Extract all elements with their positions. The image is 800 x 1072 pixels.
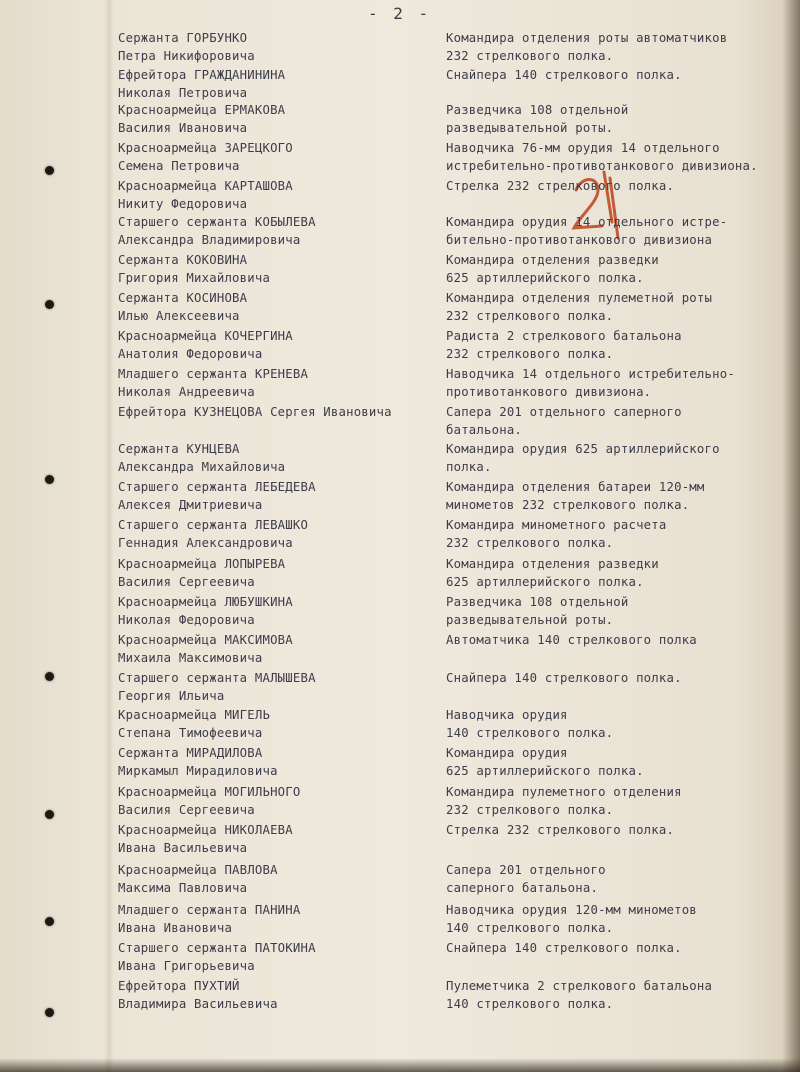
awardee-name-line: Красноармейца МОГИЛЬНОГО <box>118 785 301 799</box>
awardee-position-line: Снайпера 140 стрелкового полка. <box>446 68 682 82</box>
awardee-name-line: Старшего сержанта ЛЕВАШКО <box>118 518 309 532</box>
awardee-name <box>118 441 285 476</box>
awardee-position-line: 140 стрелкового полка. <box>446 996 614 1011</box>
awardee-position <box>446 707 613 742</box>
awardee-position-line: Разведчика 108 отдельной <box>446 103 629 117</box>
punch-hole <box>45 1008 54 1017</box>
awardee-name-line: Старшего сержанта ЛЕБЕДЕВА <box>118 480 316 494</box>
awardee-position-line: 140 стрелкового полка. <box>446 725 614 740</box>
awardee-name <box>118 556 285 591</box>
awardee-position-line: Пулеметчика 2 стрелкового батальона <box>446 979 713 993</box>
awardee-name-line: Ефрейтора КУЗНЕЦОВА Сергея Ивановича <box>118 405 392 419</box>
awardee-name-line: Александра Владимировича <box>118 232 301 247</box>
awardee-name-line: Красноармейца ЛЮБУШКИНА <box>118 595 293 609</box>
awardee-position-line: 625 артиллерийского полка. <box>446 270 644 285</box>
awardee-position <box>446 328 682 363</box>
awardee-name <box>118 67 285 102</box>
awardee-name-line: Красноармейца КОЧЕРГИНА <box>118 329 293 343</box>
awardee-position <box>446 556 659 591</box>
page-edge-shadow <box>782 0 800 1072</box>
awardee-position-line: 232 стрелкового полка. <box>446 346 614 361</box>
awardee-position-line: полка. <box>446 459 492 474</box>
awardee-position-line: Снайпера 140 стрелкового полка. <box>446 671 682 685</box>
awardee-name <box>118 745 278 780</box>
awardee-position-line: Командира отделения пулеметной роты <box>446 291 713 305</box>
awardee-position-line: Командира орудия 14 отдельного истре- <box>446 215 728 229</box>
punch-hole <box>45 166 54 175</box>
awardee-position-line: 232 стрелкового полка. <box>446 802 614 817</box>
punch-hole <box>45 917 54 926</box>
awardee-position <box>446 632 697 650</box>
awardee-name-line: Николая Федоровича <box>118 612 255 627</box>
awardee-name-line: Ефрейтора ГРАЖДАНИНИНА <box>118 68 286 82</box>
awardee-name-line: Василия Сергеевича <box>118 574 255 589</box>
page-fold <box>104 0 114 1072</box>
awardee-position <box>446 441 720 476</box>
awardee-position-line: Стрелка 232 стрелкового полка. <box>446 823 675 837</box>
awardee-name-line: Сержанта КУНЦЕВА <box>118 442 240 456</box>
awardee-name <box>118 784 300 819</box>
awardee-name <box>118 632 293 667</box>
awardee-position-line: батальона. <box>446 422 523 437</box>
awardee-name-line: Алексея Дмитриевича <box>118 497 263 512</box>
awardee-name-line: Младшего сержанта КРЕНЕВА <box>118 367 309 381</box>
awardee-position-line: 625 артиллерийского полка. <box>446 763 644 778</box>
awardee-name-line: Сержанта МИРАДИЛОВА <box>118 746 263 760</box>
awardee-position-line: Командира отделения разведки <box>446 557 659 571</box>
awardee-name-line: Сержанта ГОРБУНКО <box>118 31 248 45</box>
awardee-position-line: Сапера 201 отдельного <box>446 863 606 877</box>
punch-hole <box>45 300 54 309</box>
awardee-position-line: Стрелка 232 стрелкового полка. <box>446 179 675 193</box>
awardee-position-line: Снайпера 140 стрелкового полка. <box>446 941 682 955</box>
awardee-position <box>446 102 628 137</box>
awardee-name-line: Максима Павловича <box>118 880 248 895</box>
awardee-position <box>446 178 674 196</box>
awardee-name-line: Семена Петровича <box>118 158 240 173</box>
awardee-name-line: Анатолия Федоровича <box>118 346 263 361</box>
awardee-position <box>446 290 712 325</box>
awardee-position <box>446 862 606 897</box>
awardee-position <box>446 366 735 401</box>
awardee-name-line: Илью Алексеевича <box>118 308 240 323</box>
awardee-name <box>118 30 255 65</box>
awardee-position <box>446 252 659 287</box>
awardee-position-line: Наводчика орудия 120-мм минометов <box>446 903 697 917</box>
awardee-position-line: противотанкового дивизиона. <box>446 384 652 399</box>
awardee-position <box>446 30 727 65</box>
awardee-position <box>446 67 682 85</box>
awardee-position-line: истребительно-противотанкового дивизиона. <box>446 158 758 173</box>
awardee-name-line: Красноармейца ЕРМАКОВА <box>118 103 286 117</box>
awardee-name-line: Старшего сержанта ПАТОКИНА <box>118 941 316 955</box>
awardee-name-line: Младшего сержанта ПАНИНА <box>118 903 301 917</box>
awardee-name-line: Старшего сержанта КОБЫЛЕВА <box>118 215 316 229</box>
awardee-name-line: Григория Михайловича <box>118 270 271 285</box>
awardee-name <box>118 940 316 975</box>
awardee-name <box>118 479 316 514</box>
awardee-name-line: Василия Сергеевича <box>118 802 255 817</box>
awardee-position-line: Командира отделения разведки <box>446 253 659 267</box>
awardee-position-line: минометов 232 стрелкового полка. <box>446 497 690 512</box>
awardee-position-line: Автоматчика 140 стрелкового полка <box>446 633 697 647</box>
awardee-name-line: Красноармейца ПАВЛОВА <box>118 863 278 877</box>
punch-hole <box>45 672 54 681</box>
awardee-name-line: Ивана Григорьевича <box>118 958 255 973</box>
awardee-position-line: разведывательной роты. <box>446 612 614 627</box>
awardee-name-line: Ефрейтора ПУХТИЙ <box>118 979 240 993</box>
awardee-name <box>118 214 316 249</box>
awardee-position-line: Разведчика 108 отдельной <box>446 595 629 609</box>
awardee-name-line: Красноармейца ЗАРЕЦКОГО <box>118 141 293 155</box>
awardee-position <box>446 517 667 552</box>
awardee-name <box>118 290 247 325</box>
awardee-position-line: Командира отделения батареи 120-мм <box>446 480 705 494</box>
awardee-name-line: Василия Ивановича <box>118 120 248 135</box>
awardee-name-line: Петра Никифоровича <box>118 48 255 63</box>
awardee-name <box>118 670 316 705</box>
awardee-position <box>446 214 727 249</box>
awardee-name-line: Ивана Васильевича <box>118 840 248 855</box>
awardee-name-line: Михаила Максимовича <box>118 650 263 665</box>
awardee-position-line: саперного батальона. <box>446 880 599 895</box>
awardee-position <box>446 745 644 780</box>
awardee-position-line: Наводчика 76-мм орудия 14 отдельного <box>446 141 720 155</box>
page-bottom-shadow <box>0 1058 800 1072</box>
awardee-name-line: Владимира Васильевича <box>118 996 278 1011</box>
awardee-name-line: Николая Андреевича <box>118 384 255 399</box>
awardee-name-line: Степана Тимофеевича <box>118 725 263 740</box>
awardee-name-line: Красноармейца МАКСИМОВА <box>118 633 293 647</box>
awardee-name <box>118 252 270 287</box>
awardee-position-line: Сапера 201 отдельного саперного <box>446 405 682 419</box>
awardee-position-line: Командира отделения роты автоматчиков <box>446 31 728 45</box>
awardee-position-line: 232 стрелкового полка. <box>446 308 614 323</box>
awardee-name-line: Красноармейца МИГЕЛЬ <box>118 708 271 722</box>
awardee-position-line: 232 стрелкового полка. <box>446 48 614 63</box>
awardee-name <box>118 978 278 1013</box>
awardee-name-line: Николая Петровича <box>118 85 248 100</box>
awardee-name <box>118 517 308 552</box>
awardee-name <box>118 594 293 629</box>
awardee-name-line: Красноармейца КАРТАШОВА <box>118 179 293 193</box>
awardee-name-line: Александра Михайловича <box>118 459 286 474</box>
awardee-position-line: Наводчика орудия <box>446 708 568 722</box>
awardee-name <box>118 902 300 937</box>
awardee-name-line: Ивана Ивановича <box>118 920 233 935</box>
awardee-position-line: 625 артиллерийского полка. <box>446 574 644 589</box>
awardee-name-line: Геннадия Александровича <box>118 535 293 550</box>
awardee-position-line: Радиста 2 стрелкового батальона <box>446 329 682 343</box>
awardee-position-line: Командира пулеметного отделения <box>446 785 682 799</box>
awardee-position <box>446 594 628 629</box>
page-number: - 2 - <box>368 4 432 23</box>
awardee-position <box>446 140 758 175</box>
awardee-position-line: 140 стрелкового полка. <box>446 920 614 935</box>
awardee-name-line: Миркамыл Мирадиловича <box>118 763 278 778</box>
awardee-position <box>446 978 712 1013</box>
awardee-name <box>118 822 293 857</box>
awardee-position <box>446 822 674 840</box>
punch-hole <box>45 475 54 484</box>
awardee-name-line: Сержанта КОКОВИНА <box>118 253 248 267</box>
awardee-name <box>118 404 392 422</box>
awardee-name-line: Красноармейца ЛОПЫРЕВА <box>118 557 286 571</box>
awardee-position <box>446 940 682 958</box>
awardee-position <box>446 404 682 439</box>
awardee-name-line: Георгия Ильича <box>118 688 225 703</box>
awardee-position-line: Командира орудия 625 артиллерийского <box>446 442 720 456</box>
awardee-name-line: Красноармейца НИКОЛАЕВА <box>118 823 293 837</box>
punch-hole <box>45 810 54 819</box>
awardee-name <box>118 178 293 213</box>
awardee-position <box>446 479 705 514</box>
awardee-name <box>118 366 308 401</box>
awardee-position <box>446 902 697 937</box>
awardee-name-line: Старшего сержанта МАЛЫШЕВА <box>118 671 316 685</box>
awardee-name-line: Никиту Федоровича <box>118 196 248 211</box>
awardee-position-line: разведывательной роты. <box>446 120 614 135</box>
awardee-position-line: бительно-противотанкового дивизиона <box>446 232 713 247</box>
awardee-position <box>446 784 682 819</box>
awardee-name <box>118 140 293 175</box>
awardee-position-line: 232 стрелкового полка. <box>446 535 614 550</box>
awardee-position <box>446 670 682 688</box>
awardee-name <box>118 707 270 742</box>
awardee-position-line: Наводчика 14 отдельного истребительно- <box>446 367 735 381</box>
awardee-position-line: Командира минометного расчета <box>446 518 667 532</box>
awardee-name <box>118 862 278 897</box>
awardee-position-line: Командира орудия <box>446 746 568 760</box>
awardee-name <box>118 102 285 137</box>
awardee-name <box>118 328 293 363</box>
awardee-name-line: Сержанта КОСИНОВА <box>118 291 248 305</box>
